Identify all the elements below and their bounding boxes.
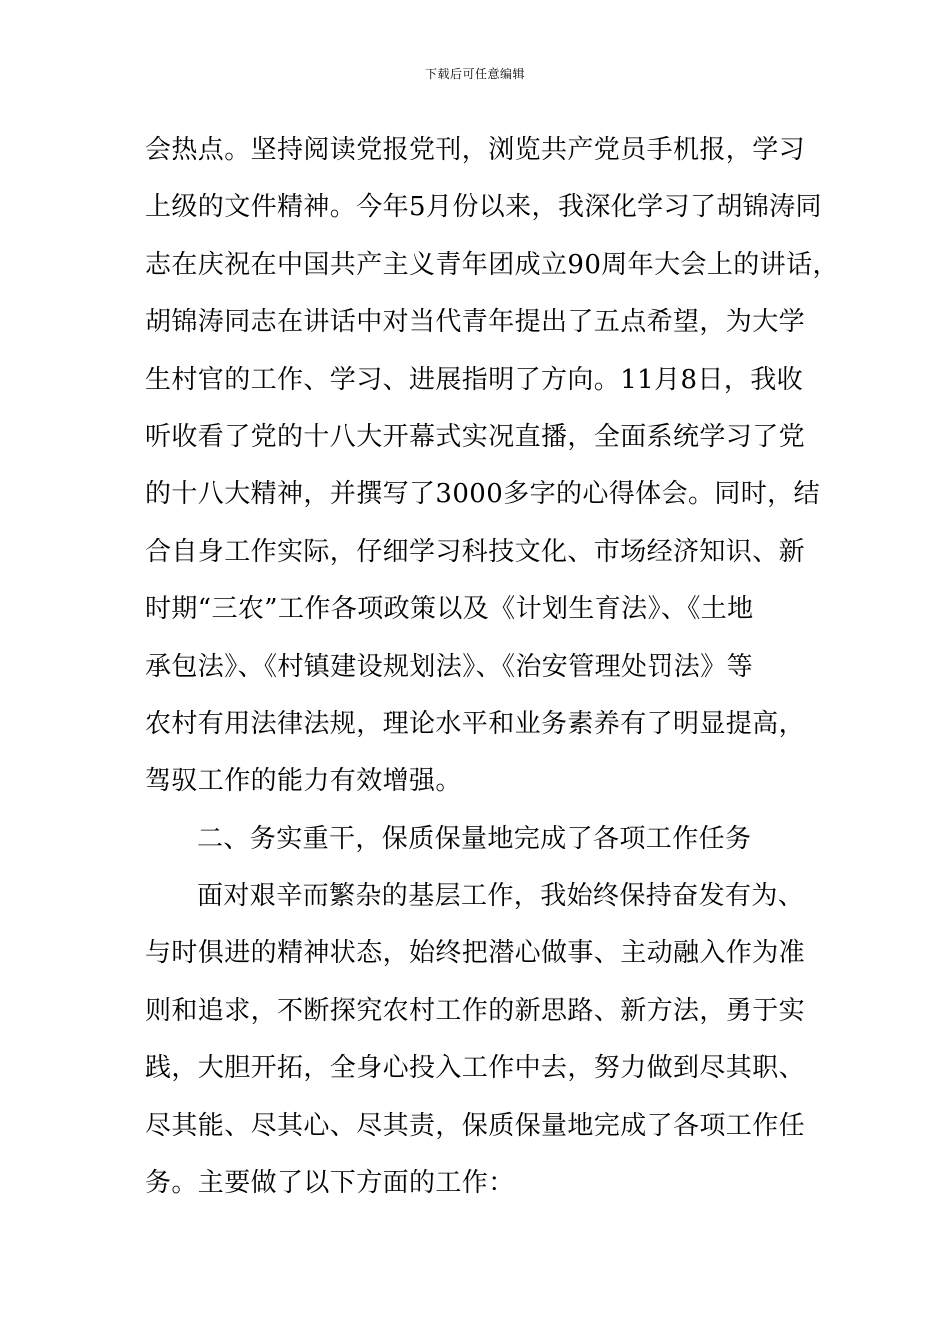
text-line: 农村有用法律法规，理论水平和业务素养有了明显提高， <box>145 708 806 739</box>
text-line: 则和追求，不断探究农村工作的新思路、新方法，勇于实 <box>145 995 806 1026</box>
text-line: 务。主要做了以下方面的工作： <box>145 1168 515 1199</box>
text-line: 时期“三农”工作各项政策以及《计划生育法》、《土地 <box>145 594 754 625</box>
section-heading: 二、务实重干，保质保量地完成了各项工作任务 <box>197 823 752 854</box>
document-body <box>145 122 839 1212</box>
text-line: 生村官的工作、学习、进展指明了方向。11月8日，我收 <box>145 364 804 395</box>
text-line: 上级的文件精神。今年5月份以来，我深化学习了胡锦涛同 <box>145 192 822 223</box>
text-line: 与时俱进的精神状态，始终把潜心做事、主动融入作为准 <box>145 938 806 969</box>
text-line: 胡锦涛同志在讲话中对当代青年提出了五点希望，为大学 <box>145 307 806 338</box>
text-line: 会热点。坚持阅读党报党刊，浏览共产党员手机报，学习 <box>145 135 806 165</box>
text-line: 的十八大精神，并撰写了3000多字的心得体会。同时，结 <box>145 479 820 510</box>
paragraph-first-line: 面对艰辛而繁杂的基层工作，我始终保持奋发有为、 <box>197 881 805 912</box>
text-line: 驾驭工作的能力有效增强。 <box>145 766 462 797</box>
text-line: 践，大胆开拓，全身心投入工作中去，努力做到尽其职、 <box>145 1053 806 1084</box>
page-header: 下载后可任意编辑 <box>424 67 525 81</box>
text-line: 承包法》、《村镇建设规划法》、《治安管理处罚法》等 <box>145 651 754 682</box>
text-line: 志在庆祝在中国共产主义青年团成立90周年大会上的讲话， <box>145 249 839 280</box>
text-line: 尽其能、尽其心、尽其责，保质保量地完成了各项工作任 <box>145 1110 806 1141</box>
text-line: 合自身工作实际，仔细学习科技文化、市场经济知识、新 <box>145 536 806 567</box>
text-line: 听收看了党的十八大开幕式实况直播，全面系统学习了党 <box>145 421 806 452</box>
